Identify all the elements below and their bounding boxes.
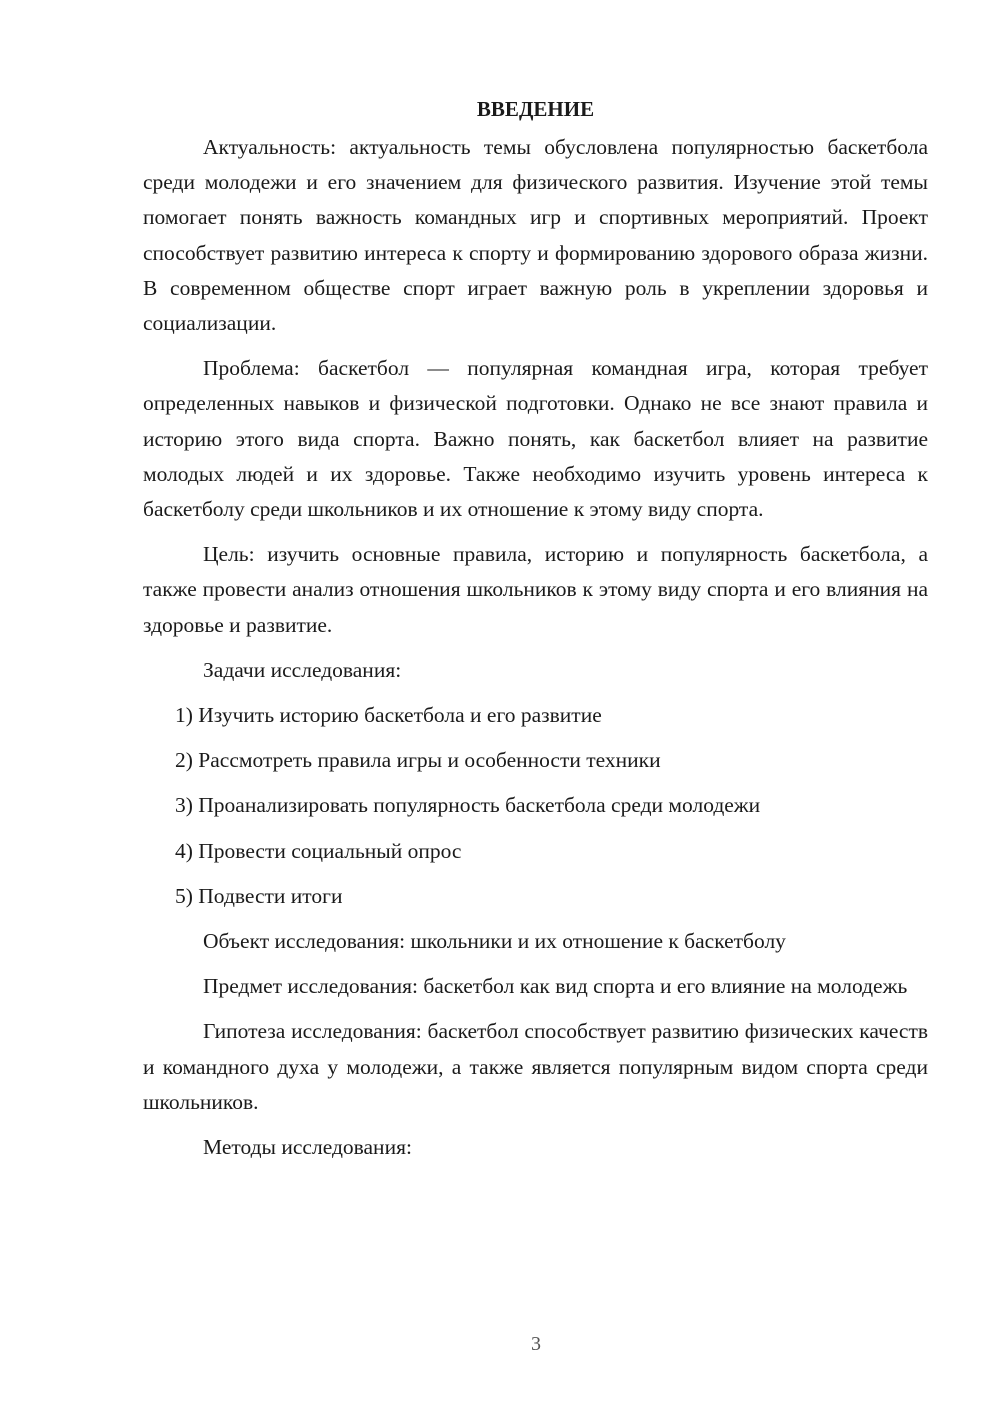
task-item-2: 2) Рассмотреть правила игры и особенности техники [175, 748, 661, 773]
problem-paragraph: Проблема: баскетбол — популярная командная игра, которая требует определенных навыков и физической подготовки. Однако не все знают правила и историю этого вида спорта. Важно понять, как баскетбол влияет на развитие молодых людей и их здоровье. Также необходимо изучить уровень интереса к баскетболу среди школьников и их отношение к этому виду спорта. [143, 356, 928, 522]
page-number: 3 [531, 1333, 541, 1355]
object-paragraph: Объект исследования: школьники и их отношение к баскетболу [203, 929, 786, 954]
task-item-3: 3) Проанализировать популярность баскетбола среди молодежи [175, 793, 761, 818]
relevance-paragraph: Актуальность: актуальность темы обусловлена популярностью баскетбола среди молодежи и его значением для физического развития. Изучение этой темы помогает понять важность командных игр и спортивных мероприятий. Проект способствует развитию интереса к спорту и формированию здорового образа жизни. В современном обществе спорт играет важную роль в укреплении здоровья и социализации. [143, 135, 928, 336]
page-title: ВВЕДЕНИЕ [476, 97, 595, 121]
task-item-4: 4) Провести социальный опрос [175, 838, 462, 863]
tasks-list [143, 698, 928, 914]
subject-paragraph: Предмет исследования: баскетбол как вид спорта и его влияние на молодежь [203, 974, 908, 999]
task-item-1: 1) Изучить историю баскетбола и его развитие [175, 703, 602, 728]
methods-heading: Методы исследования: [203, 1135, 412, 1160]
task-item-5: 5) Подвести итоги [175, 883, 343, 908]
tasks-heading: Задачи исследования: [203, 657, 402, 682]
document-page [143, 92, 928, 1175]
hypothesis-paragraph: Гипотеза исследования: баскетбол способствует развитию физических качеств и командного духа у молодежи, а также является популярным видом спорта среди школьников. [143, 1019, 928, 1114]
goal-paragraph: Цель: изучить основные правила, историю и популярность баскетбола, а также провести анализ отношения школьников к этому виду спорта и его влияния на здоровье и развитие. [143, 542, 928, 637]
